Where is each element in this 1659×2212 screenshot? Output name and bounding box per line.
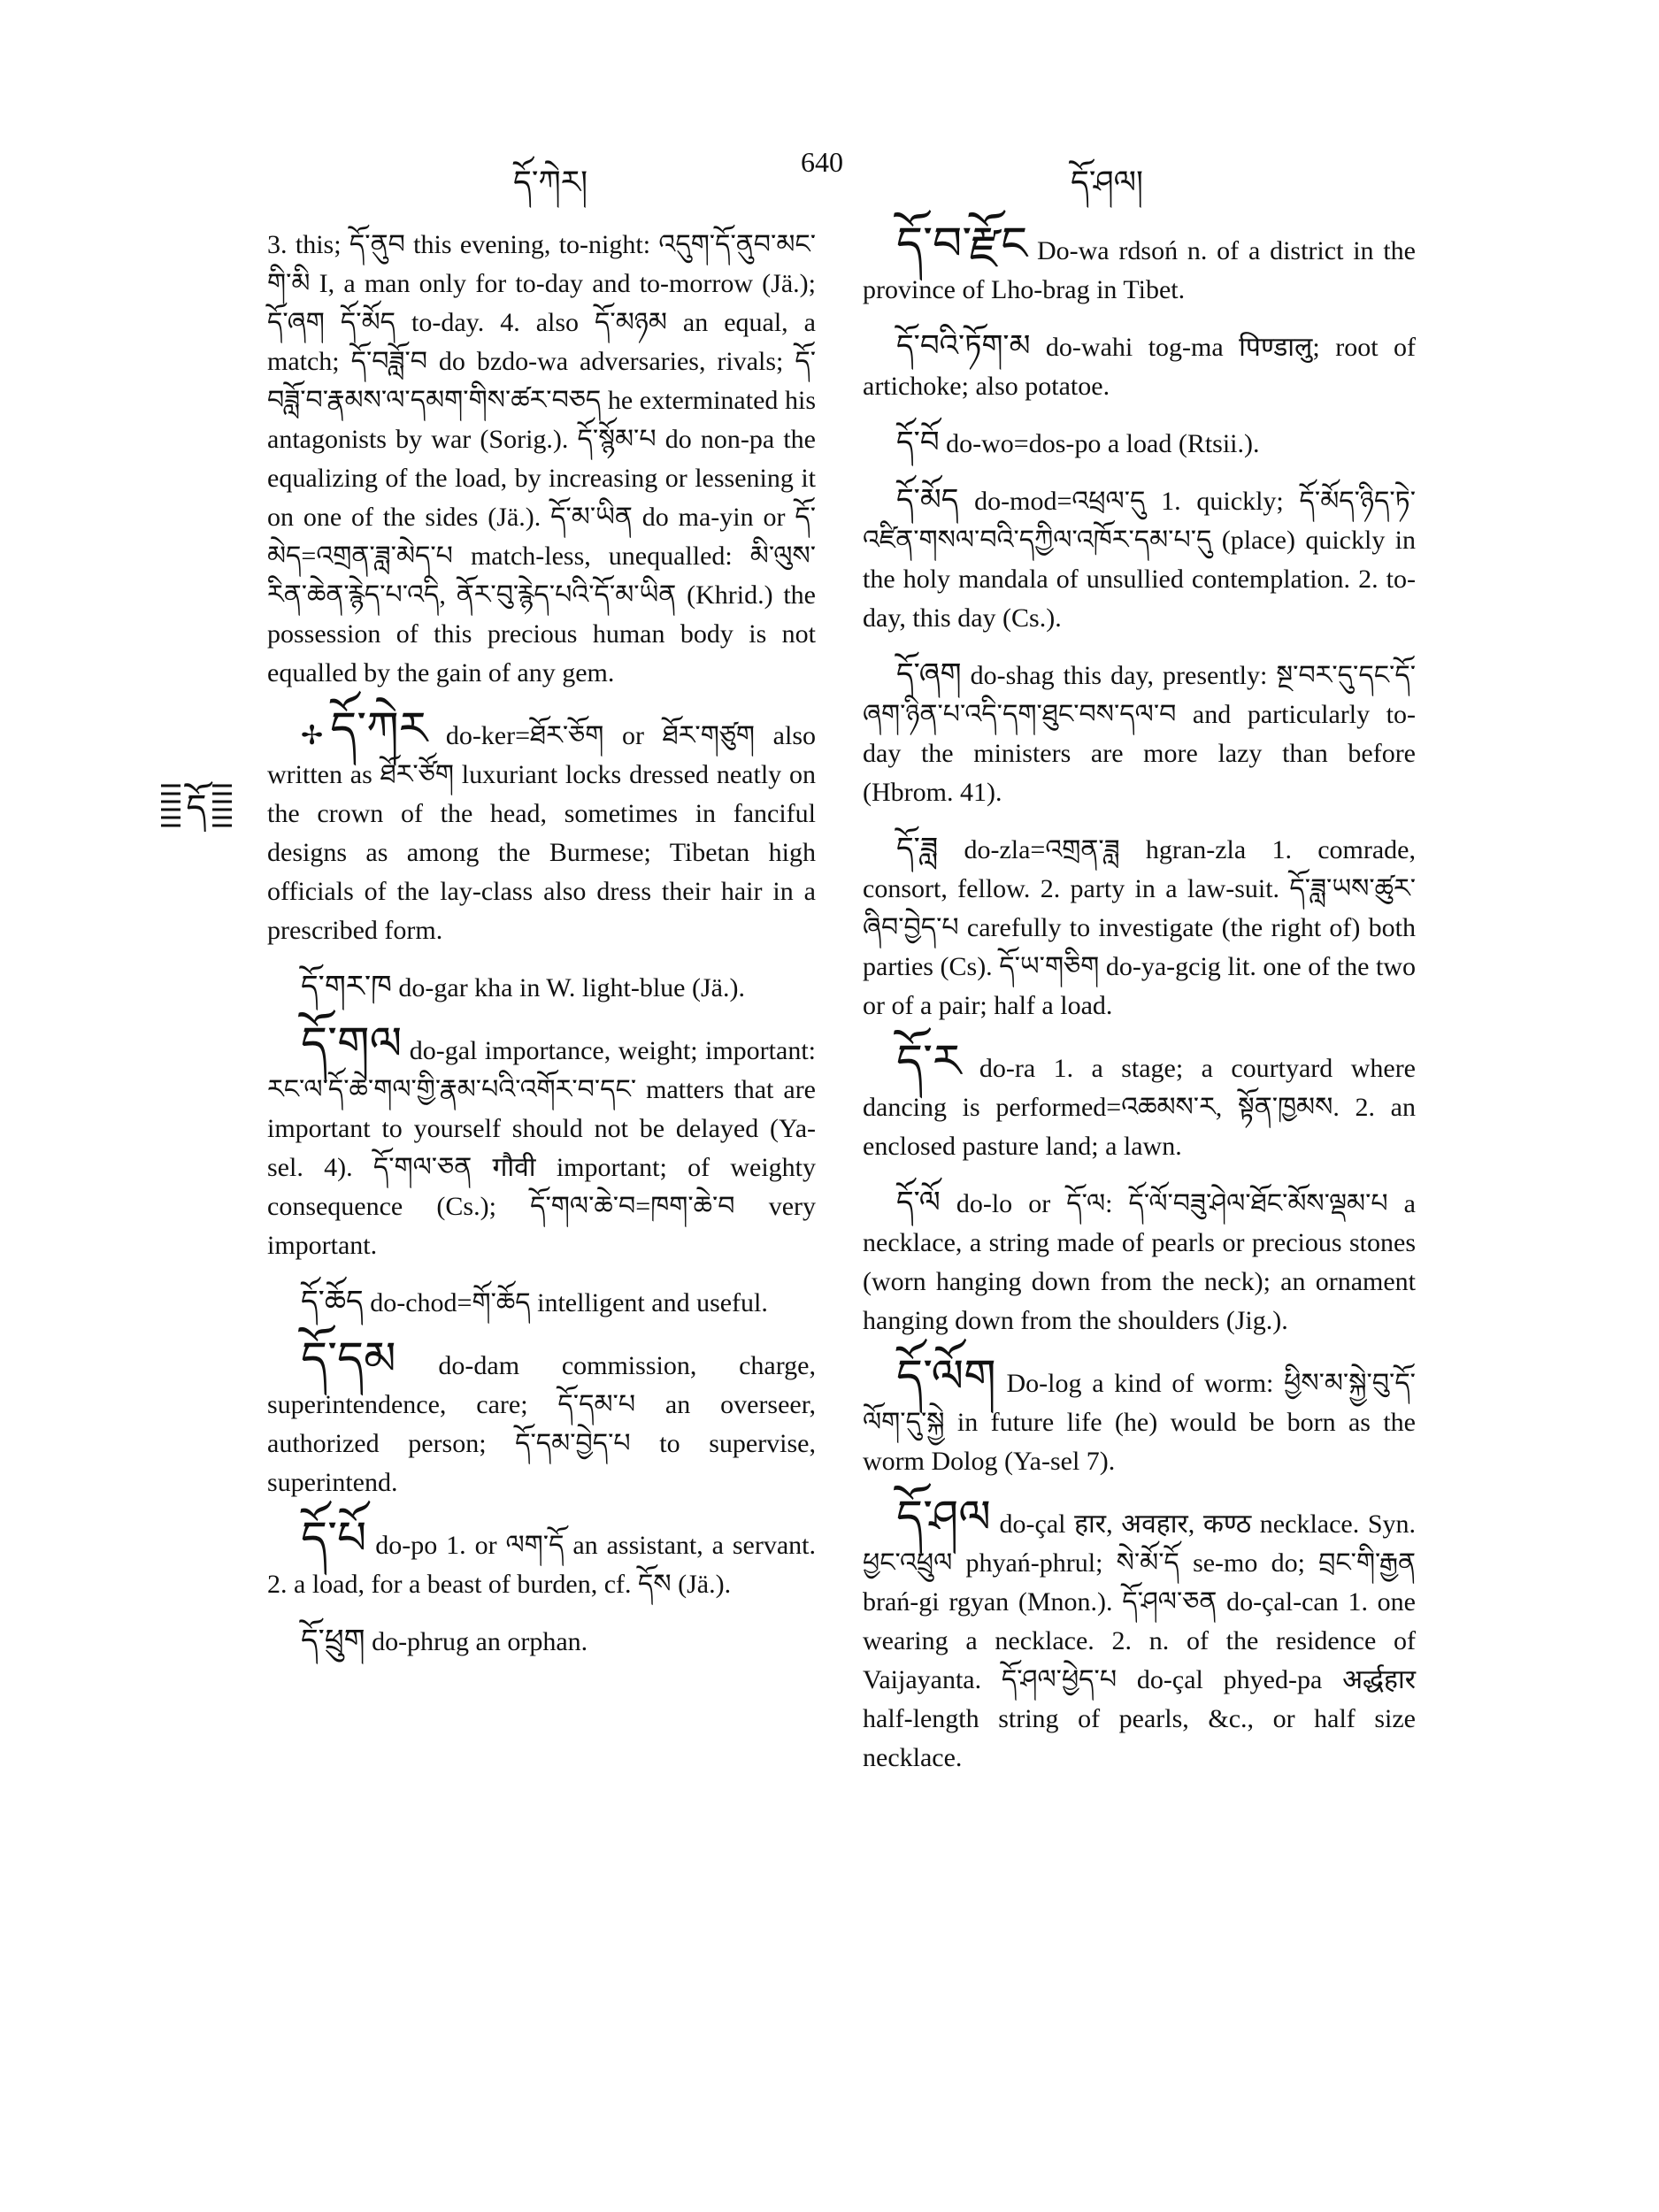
dictionary-entry: [863, 424, 1416, 464]
dictionary-entry: [267, 968, 816, 1008]
right-column: [863, 219, 1416, 1795]
entry-definition: do-dam commission, charge, superintendence, care; དོ་དམ་པ an overseer, authorized person; དོ་དམ་བྱེད་པ to supervise, superintend.: [267, 1351, 816, 1497]
entry-headword: དོ་ཟླ: [896, 833, 939, 865]
left-guideword: དོ་ཀེར།: [513, 165, 588, 201]
dictionary-entry: [863, 656, 1416, 812]
entry-headword: དོ་གར་ཁ: [301, 971, 392, 1003]
dictionary-entry: [863, 1352, 1416, 1481]
entry-definition: 3. this; དོ་ནུབ this evening, to-night: འདུག་དོ་ནུབ་མང་གི་མི I, a man only for to-day and to-morrow (Jä.); དོ་ཞག དོ་མོད to-day. 4. also དོ་མཉམ an equal, a match; དོ་བཟློ་བ do bzdo-wa adversaries, rivals; དོ་བཟློ་བ་རྣམས་ལ་དམག་གིས་ཚར་བཅད he exterminated his antagonists by war (Sorig.). དོ་སྙོམ་པ do non-pa the equalizing of the load, by increasing or lessening it on one of the sides (Jä.). དོ་མ་ཡིན do ma-yin or དོ་མེད=འགྲན་ཟླ་མེད་པ match-less, unequalled: མི་ལུས་རིན་ཆེན་རྙེད་པ་འདི, ནོར་བུ་རྙེད་པའི་དོ་མ་ཡིན (Khrid.) the possession of this precious human body is not equalled by the gain of any gem.: [267, 230, 816, 687]
entry-definition: do-po 1. or ལག་དོ an assistant, a servant. 2. a load, for a beast of burden, cf. དོས (Jä.).: [267, 1531, 816, 1599]
entry-headword: དོ་དམ: [301, 1334, 396, 1385]
dictionary-entry: [863, 830, 1416, 1025]
entry-headword: དོ་ལོ: [896, 1187, 941, 1219]
left-column: [267, 226, 816, 1679]
entry-definition: do-ra 1. a stage; a courtyard where dancing is performed=འཆམས་ར, སྟོན་ཁྱམས. 2. an enclosed pasture land; a lawn.: [863, 1054, 1416, 1161]
entry-definition: do-shag this day, presently: སྔ་བར་དུ་དང་དོ་ཞག་ཉིན་པ་འདི་དག་ཐུང་བས་དལ་བ and particularly to-day the ministers are more lazy than before (Hbrom. 41).: [863, 661, 1416, 807]
entry-headword: དོ་ར: [896, 1037, 962, 1087]
dictionary-entry: [267, 1622, 816, 1662]
dictionary-entry: [863, 1493, 1416, 1778]
entry-definition: do-lo or དོ་ལ: དོ་ལོ་བཟུ་ཤེལ་ཐོང་མོས་ལྡམ་པ a necklace, a string made of pearls or precious stones (worn hanging down from the neck); an ornament hanging down from the shoulders (Jig.).: [863, 1189, 1416, 1335]
entry-headword: དོ་ཤལ: [896, 1493, 991, 1543]
dictionary-entry: [863, 327, 1416, 406]
entry-headword: དོ་མོད: [896, 484, 959, 517]
entry-headword: དོ་བ་རྫོང: [896, 219, 1028, 270]
entry-definition: do-gal importance, weight; important: རང་ལ་དོ་ཆེ་གལ་གྱི་རྣམ་པའི་འགོར་བ་དང་ matters that are important to yourself should not be delayed (Ya-sel. 4). དོ་གལ་ཅན गौवी important; of weighty consequence (Cs.); དོ་གལ་ཆེ་བ=ཁག་ཆེ་བ very important.: [267, 1036, 816, 1260]
dictionary-entry: [863, 481, 1416, 638]
entry-definition: Do-wa rdsoń n. of a district in the province of Lho-brag in Tibet.: [863, 236, 1416, 304]
entry-definition: do-wo=dos-po a load (Rtsii.).: [939, 429, 1260, 458]
dictionary-entry: [267, 1514, 816, 1604]
entry-headword: དོ་ཞག: [896, 658, 962, 691]
entry-definition: do-mod=འཕྲལ་དུ 1. quickly; དོ་མོད་ཉིད་ཏེ་འཛིན་གསལ་བའི་དཀྱིལ་འཁོར་དམ་པ་དུ (place) quickly in the holy mandala of unsullied contemplation. 2. to-day, this day (Cs.).: [863, 487, 1416, 633]
entry-dingbat: ✢: [301, 721, 324, 750]
entry-headword: དོ་བའི་ཏོག་མ: [896, 330, 1031, 363]
dictionary-entry: [267, 1334, 816, 1502]
entry-definition: Do-log a kind of worm: ཕྱིས་མ་སྐྱེ་བུ་དོ་ལོག་དུ་སྐྱེ in future life (he) would be born as the worm Dolog (Ya-sel 7).: [863, 1369, 1416, 1476]
dictionary-entry: [267, 226, 816, 693]
entry-headword: དོ་ལོག: [896, 1352, 996, 1402]
entry-definition: do-zla=འགྲན་ཟླ hgran-zla 1. comrade, consort, fellow. 2. party in a law-suit. དོ་ཟླ་ཡས་ཚུར་ཞིབ་བྱེད་པ carefully to investigate (the right of) both parties (Cs). དོ་ཡ་གཅིག do-ya-gcig lit. one of the two or of a pair; half a load.: [863, 835, 1416, 1020]
page-number: 640: [801, 146, 843, 178]
dictionary-entry: [267, 704, 816, 950]
entry-definition: do-chod=གོ་ཆོད intelligent and useful.: [363, 1288, 768, 1317]
entry-definition: do-ker=ཐོར་ཅོག or ཐོར་གཙུག also written as ཐོར་ཙོག luxuriant locks dressed neatly on the crown of the head, sometimes in fanciful designs as among the Burmese; Tibetan high officials of the lay-class also dress their hair in a prescribed form.: [267, 721, 816, 945]
entry-headword: དོ་ཀེར: [330, 704, 428, 755]
right-guideword: དོ་ཤལ།: [1071, 165, 1144, 201]
entry-headword: དོ་པོ: [301, 1514, 367, 1564]
entry-definition: do-çal हार, अवहार, कण्ठ necklace. Syn. ཕྱང་འཕྲུལ phyań-phrul; སེ་མོ་དོ se-mo do; བྲང་གི་རྒྱན brań-gi rgyan (Mnon.). དོ་ཤལ་ཅན do-çal-can 1. one wearing a necklace. 2. n. of the residence of Vaijayanta. དོ་ཤལ་ཕྱེད་པ do-çal phyed-pa अर्द्धहार half-length string of pearls, &c., or half size necklace.: [863, 1509, 1416, 1772]
entry-headword: དོ་ཕྲུག: [301, 1624, 365, 1657]
margin-marker-text: དོ: [186, 787, 207, 828]
entry-definition: do-phrug an orphan.: [365, 1627, 588, 1656]
dictionary-entry: [863, 1037, 1416, 1166]
entry-definition: do-gar kha in W. light-blue (Jä.).: [391, 973, 745, 1002]
page-header: [0, 146, 1659, 199]
entry-headword: དོ་གལ: [301, 1019, 403, 1070]
entry-headword: དོ་བོ: [896, 426, 940, 459]
dictionary-entry: [863, 219, 1416, 310]
dictionary-entry: [267, 1019, 816, 1265]
entry-definition: do-wahi tog-ma पिण्डालु; root of artichoke; also potatoe.: [863, 333, 1416, 401]
dictionary-entry: [267, 1283, 816, 1323]
margin-marker-icon: [161, 779, 232, 832]
entry-headword: དོ་ཆོད: [301, 1286, 364, 1318]
dictionary-entry: [863, 1184, 1416, 1340]
